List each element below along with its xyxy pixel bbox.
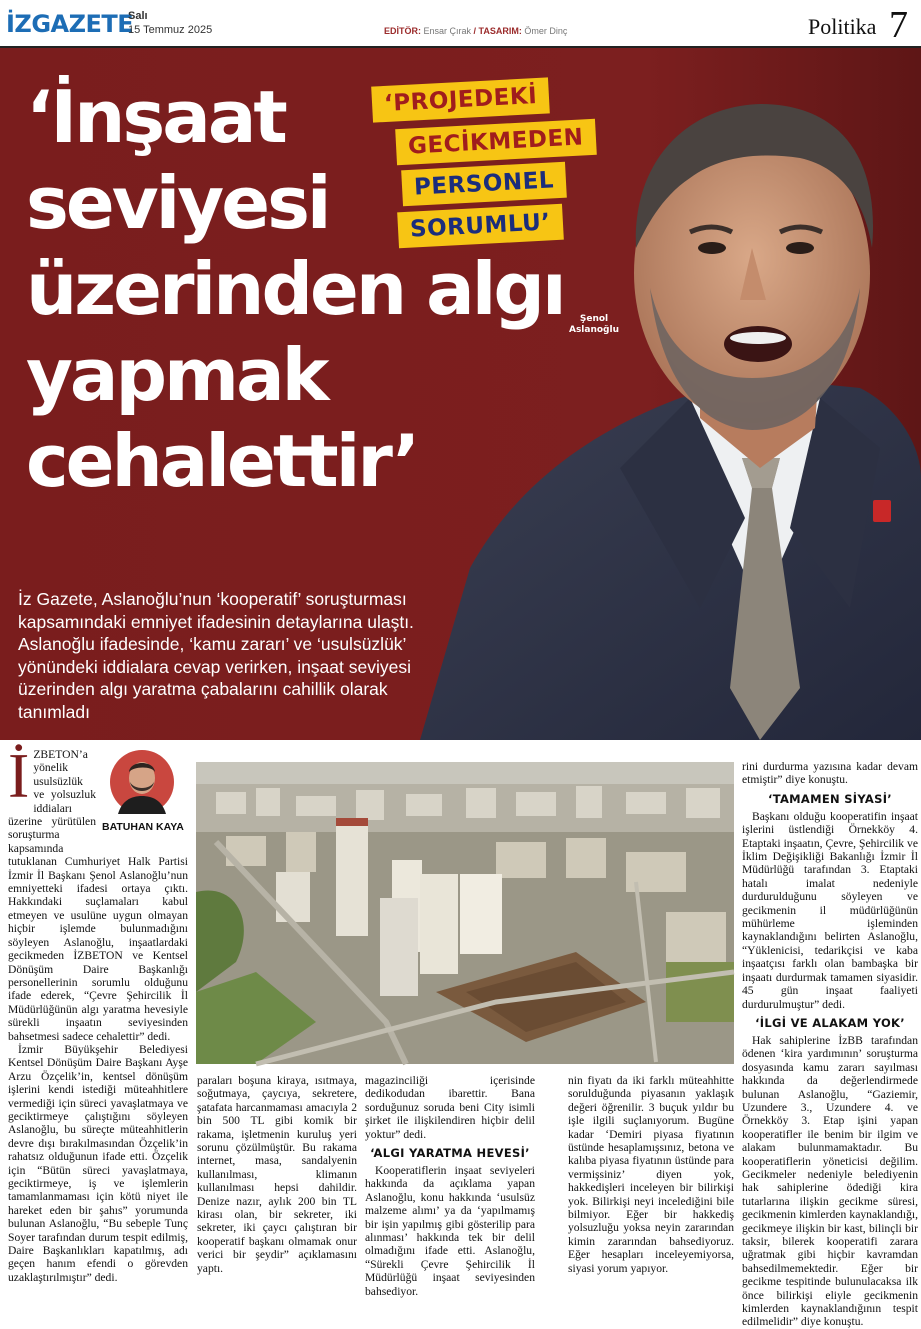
pull-quote xyxy=(372,82,622,250)
author-avatar xyxy=(110,750,174,814)
column-2-paragraph: paraları boşuna kiraya, ısıtmaya, soğutmaya, çaycıya, sekretere, şatafata harcanmaması amacıyla 2 bin 500 TL gibi komik bir rakama, işletmenin kuruluş yeri sorunu çözülmüştür. Bu rakama internet, masa, sandalyenin kullanılması, klimanın kullanılması hepsi dahildir. Denize nazır, aylık 200 bin TL kirası olan, bir sekreter, iki sekreter, iki çaycı çalıştıran bir kooperatif başkanı olmamak onur verici bir şeydir” açıklamasını yaptı. xyxy=(197,1074,357,1275)
article-column-4 xyxy=(568,1074,734,1275)
issue-date xyxy=(128,9,212,37)
lead-paragraph: İz Gazete, Aslanoğlu’nun ‘kooperatif’ soruşturması kapsamındaki emniyet ifadesinin detaylarına ulaştı. Aslanoğlu ifadesinde, ‘kamu zararı’ ve ‘usulsüzlük’ yönündeki iddialara cevap verirken, inşaat seviyesi üzerinden algı yaratma çabalarını cahillik olarak tanımladı xyxy=(18,589,414,722)
masthead-bar xyxy=(0,0,921,48)
column-3-paragraph-1: magazinciliği içerisinde dedikodudan ibarettir. Bana sorduğunuz soruda beni City isimli şirket ile ilişkilendiren hiçbir delil yoktur” dedi. xyxy=(365,1074,535,1141)
column-5-paragraph-1: rini durdurma yazısına kadar devam etmiştir” diye konuştu. xyxy=(742,760,918,787)
editor-label: EDİTÖR: xyxy=(384,26,421,36)
editor-name: Ensar Çırak xyxy=(423,26,472,36)
design-label: / TASARIM: xyxy=(473,26,522,36)
column-5-paragraph-2: Başkanı olduğu kooperatifin inşaat işlerini üstlendiği Örnekköy 4. Etaptaki inşaatın, Çevre, Şehircilik ve İklim Değişikliği Bakanlığı İzmir İl Müdürlüğü tarafından 3. Etaptaki hatalı imalat nedeniyle durdurulduğunu söyleyen ve gecikmenin il müdürlüğünün mühürleme işleminden kaynaklandığını belirten Aslanoğlu, “Yüklenicisi, tedarikçisi ve kaba inşaatçısı farklı olan bambaşka bir inşaatı durdurmak tamamen siyasidir. 45 gün inşaat faaliyeti durdurulmuştur” dedi. xyxy=(742,809,918,1011)
photo-caption xyxy=(566,314,622,336)
article-column-2 xyxy=(197,1074,357,1275)
subhead-tamamen-siyasi: ‘TAMAMEN SİYASİ’ xyxy=(768,791,892,806)
construction-site-photo xyxy=(196,762,734,1064)
subhead-algi-yaratma: ‘ALGI YARATMA HEVESİ’ xyxy=(370,1146,530,1161)
article-column-3 xyxy=(365,1074,535,1298)
issue-date-text: 15 Temmuz 2025 xyxy=(128,24,213,36)
quote-line-4: SORUMLU’ xyxy=(397,204,563,249)
subhead-ilgi-ve-alakam: ‘İLGİ VE ALAKAM YOK’ xyxy=(755,1015,905,1030)
column-1-paragraph-2: İzmir Büyükşehir Belediyesi Kentsel Dönüşüm Daire Başkanı Ayşe Arzu Özçelik’in, kentsel dönüşüm işlerini kendi istediği müteahhitlere vermediği için süreci yavaşlatmaya ve geciktirmeye çalıştığını söyleyen Aslanoğlu, bu süreçte müteahhitlerin devre dışı bırakılmasından Özçelik’in rahatsız olduğunun ifade etti. Özçelik için “Bütün süreci yavaşlatmaya, geciktirmeye, iş ve işlemlerin tamamlanmaması için kötü niyet ile hareket eden bir şahıs” yorumunda bulunan Aslanoğlu, “Bu sebeple Tunç Soyer tarafından durum tespit edilmiş, Daire Başkanlıkları kapatılmış, adı geçen hanım efendi o görevden uzaklaştırılmıştır” dedi. xyxy=(8,1042,188,1284)
quote-line-1: ‘PROJEDEKİ xyxy=(371,77,550,122)
quote-line-2: GECİKMEDEN xyxy=(395,119,596,165)
quote-line-3: PERSONEL xyxy=(401,162,567,207)
article-column-5 xyxy=(742,760,918,1329)
article-body xyxy=(0,740,921,1329)
column-4-paragraph: nin fiyatı da iki farklı müteahhitte sorulduğunda piyasanın yaklaşık değeri öğrenilir. 3 buçuk yıldır bu işle ilgili suçlanıyorum. Bugüne kadar ‘Demiri piyasa fiyatının üstünde hesaplamışsınız, betona ve kalıba piyasa fiyatının üstünde para vermişsiniz’ diyen yok, hakkedişleri inceleyen bir bilirkişi yok. Bilirkişi neyi incelediğini bile bilmiyor. Eğer bir hakkediş yolsuzluğu yoksa neyin zararından kimin zararından bahsediyoruz. Eğer hesapları inceleyemiyorsa, siyasi yorum yapıyor. xyxy=(568,1074,734,1275)
column-5-paragraph-3: Hak sahiplerine İzBB tarafından ödenen ‘kira yardımının’ soruşturma dosyasında kamu zararı sayılması hakkında da değerlendirmede bulunan Aslanoğlu, “Gaziemir, Uzundere 3., Uzundere 4. ve Örnekköy 3. Etap işini yapan kooperatifler ile benim bir ilgim ve alakam bulunmamaktadır. Bu kooperatiflerin yöneticisi değilim. Gecikmeler nedeniyle belediyenin hak sahiplerine ödediği kira tutarlarına ilişkin gecikme süresi, gecikmenin kimlerden kaynaklandığı, gecikmeye ilişkin bir kast, bilinçli bir taksir, bilerek kooperatifi zarara uğratmak gibi hiçbir kavramdan bahsedilmemektedir. Eğer bir gecikme tespitinde bulunulacaksa ilk önce bilirkişi eliyle gecikmenin kimlerden kaynaklandığının tespit edilmelidir” diye konuştu. xyxy=(742,1033,918,1329)
newspaper-logo: İZGAZETE xyxy=(6,10,134,38)
drop-cap: İ xyxy=(8,740,30,811)
author-byline xyxy=(102,750,182,850)
main-headline: ‘İnşaat seviyesi üzerinden algı yapmak cehalettir’ xyxy=(26,75,564,503)
column-3-paragraph-2: Kooperatiflerin inşaat seviyeleri hakkında da açıklama yapan Aslanoğlu, konu hakkında ‘usulsüz malzeme alımı’ ya da ‘yapılmamış bir işin yapılmış gibi gösterilip para alınması’ hakkında tek bir delil olmadığını ifade etti. Aslanoğlu, “Sürekli Çevre Şehircilik İl Müdürlüğü inşaat seviyesinden bahsediyor. xyxy=(365,1164,535,1298)
section-title: Politika xyxy=(808,14,877,39)
hero-banner xyxy=(0,48,921,740)
column-1-intro: ZBETON’a yönelik usulsüzlük ve yolsuzluk iddiaları üzerine yürütülen soruşturma kapsamında tutuklanan Cumhuriyet Halk Partisi İzmir İl Başkanı Şenol Aslanoğlu’nun emniyetteki ifadesi ortaya çıktı. Hakkındaki suçlamaları kabul etmeyen ve usulüne uygun olmayan hiçbir işlemde bulunmadığını söyleyen Aslanoğlu, inşaatlardaki gecikmeden İZBETON ve Kentsel Dönüşüm Daire Başkanlığı personellerinin sorumlu olduğunu ifade ederek, “Çevre Şehircilik İl Müdürlüğünün algı yaratma hevesiyle sürekli inşaatın seviyesinden bahsetmesi sadece cehalettir” dedi. xyxy=(8,748,188,1043)
design-name: Ömer Dinç xyxy=(524,26,568,36)
photo-caption-name: Şenol Aslanoğlu xyxy=(568,314,619,335)
issue-day: Salı xyxy=(128,10,148,22)
page-number: 7 xyxy=(889,4,908,46)
author-name: BATUHAN KAYA xyxy=(102,821,184,833)
credits-line xyxy=(384,26,567,36)
